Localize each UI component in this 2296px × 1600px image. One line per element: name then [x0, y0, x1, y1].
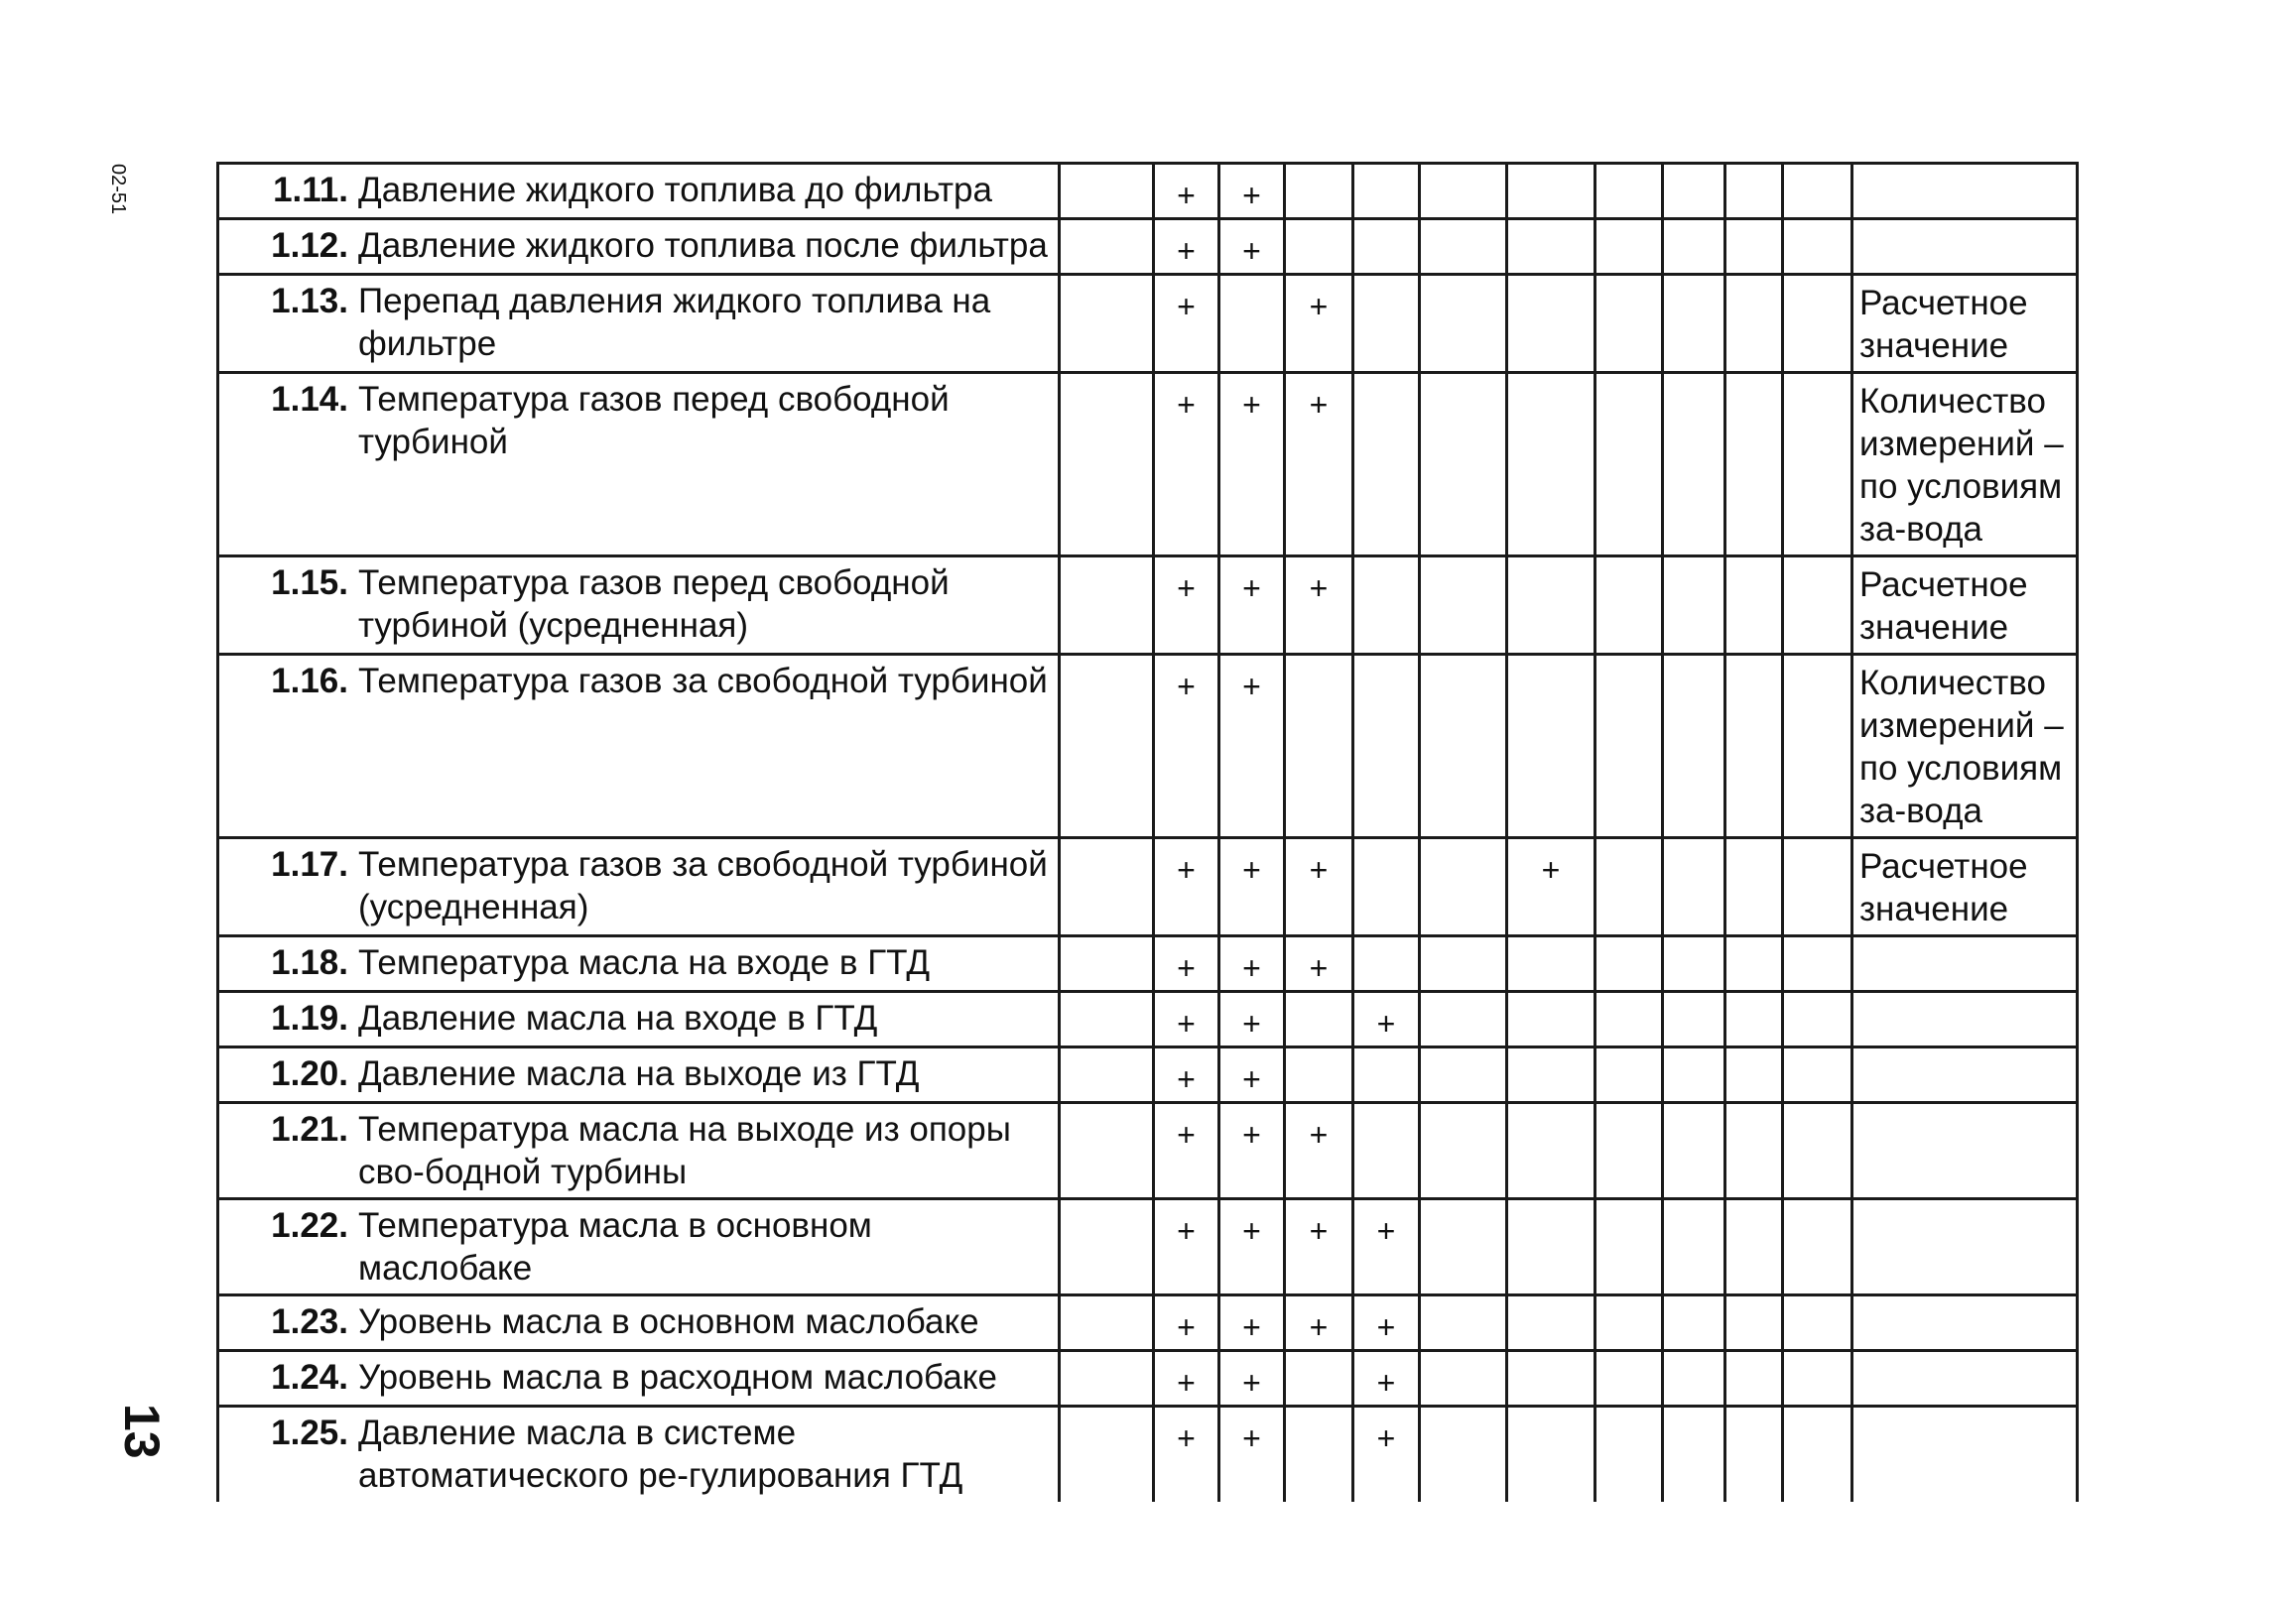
mark-cell: [1353, 1047, 1420, 1103]
item-number: 1.12.: [271, 226, 348, 265]
mark-cell: [1060, 936, 1154, 992]
parameter-name: Температура масла на выходе из опоры сво-бодной турбины: [358, 1110, 1011, 1191]
note-cell: [1852, 1047, 2078, 1103]
mark-cell: +: [1285, 556, 1353, 655]
mark-cell: +: [1154, 992, 1219, 1047]
mark-cell: [1663, 219, 1725, 275]
mark-cell: [1507, 1199, 1595, 1295]
mark-cell: [1663, 1199, 1725, 1295]
mark-cell: [1663, 556, 1725, 655]
mark-cell: [1060, 1199, 1154, 1295]
mark-cell: [1595, 556, 1663, 655]
mark-cell: [1507, 1407, 1595, 1502]
mark-cell: [1420, 655, 1507, 838]
table-row: [218, 1351, 2078, 1407]
mark-cell: +: [1219, 992, 1285, 1047]
mark-cell: [1420, 556, 1507, 655]
mark-cell: [1060, 992, 1154, 1047]
parameter-name: Температура газов за свободной турбиной: [358, 662, 1048, 700]
mark-cell: [1725, 556, 1783, 655]
mark-cell: [1420, 992, 1507, 1047]
mark-cell: [1507, 219, 1595, 275]
mark-cell: [1783, 1199, 1852, 1295]
table-row: [218, 838, 2078, 936]
page-number: 13: [114, 1404, 170, 1459]
mark-cell: [1420, 1351, 1507, 1407]
note-cell: [1852, 1103, 2078, 1199]
parameter-cell: [218, 1199, 1060, 1295]
mark-cell: [1663, 1351, 1725, 1407]
table-row: [218, 1199, 2078, 1295]
mark-cell: [1420, 1407, 1507, 1502]
item-number: 1.16.: [271, 662, 348, 700]
mark-cell: [1725, 1199, 1783, 1295]
mark-cell: [1353, 164, 1420, 219]
mark-cell: [1353, 936, 1420, 992]
mark-cell: [1783, 164, 1852, 219]
mark-cell: [1420, 1199, 1507, 1295]
mark-cell: +: [1353, 1295, 1420, 1351]
parameters-table: [216, 162, 2079, 1502]
table-row: [218, 556, 2078, 655]
parameter-cell: [218, 936, 1060, 992]
mark-cell: [1285, 219, 1353, 275]
item-number: 1.11.: [273, 171, 348, 209]
mark-cell: [1353, 838, 1420, 936]
mark-cell: [1783, 992, 1852, 1047]
mark-cell: [1725, 373, 1783, 556]
parameter-name: Уровень масла в основном маслобаке: [358, 1302, 979, 1341]
mark-cell: [1595, 219, 1663, 275]
mark-cell: +: [1154, 1295, 1219, 1351]
mark-cell: [1285, 655, 1353, 838]
item-number: 1.17.: [271, 845, 348, 884]
item-number: 1.20.: [271, 1054, 348, 1093]
mark-cell: +: [1219, 219, 1285, 275]
parameter-cell: [218, 1407, 1060, 1502]
mark-cell: [1595, 936, 1663, 992]
parameter-cell: [218, 1047, 1060, 1103]
note-cell: Расчетное значение: [1852, 275, 2078, 373]
mark-cell: [1353, 556, 1420, 655]
parameter-name: Температура масла в основном маслобаке: [358, 1206, 872, 1288]
mark-cell: [1595, 1103, 1663, 1199]
mark-cell: [1663, 275, 1725, 373]
mark-cell: [1783, 655, 1852, 838]
mark-cell: +: [1219, 1047, 1285, 1103]
mark-cell: [1663, 1407, 1725, 1502]
mark-cell: [1060, 1407, 1154, 1502]
table-row: [218, 1047, 2078, 1103]
mark-cell: [1060, 1103, 1154, 1199]
item-number: 1.19.: [271, 999, 348, 1038]
mark-cell: [1663, 936, 1725, 992]
table-row: [218, 373, 2078, 556]
mark-cell: [1663, 992, 1725, 1047]
parameter-name: Давление жидкого топлива после фильтра: [358, 226, 1048, 265]
mark-cell: +: [1353, 1351, 1420, 1407]
mark-cell: [1595, 1351, 1663, 1407]
mark-cell: +: [1154, 1407, 1219, 1502]
parameter-cell: [218, 275, 1060, 373]
mark-cell: [1420, 1103, 1507, 1199]
mark-cell: [1783, 936, 1852, 992]
mark-cell: [1353, 219, 1420, 275]
mark-cell: [1285, 1047, 1353, 1103]
mark-cell: [1507, 556, 1595, 655]
mark-cell: [1060, 1047, 1154, 1103]
mark-cell: [1060, 164, 1154, 219]
note-cell: [1852, 219, 2078, 275]
mark-cell: [1507, 655, 1595, 838]
parameter-cell: [218, 838, 1060, 936]
parameter-name: Температура газов за свободной турбиной (усредненная): [358, 845, 1048, 926]
mark-cell: [1595, 1199, 1663, 1295]
table-row: [218, 655, 2078, 838]
mark-cell: [1783, 838, 1852, 936]
mark-cell: [1595, 164, 1663, 219]
mark-cell: +: [1353, 992, 1420, 1047]
item-number: 1.13.: [271, 282, 348, 320]
mark-cell: [1783, 1103, 1852, 1199]
table-row: [218, 1295, 2078, 1351]
parameter-name: Давление масла на входе в ГТД: [358, 999, 878, 1038]
parameter-cell: [218, 556, 1060, 655]
mark-cell: [1663, 838, 1725, 936]
mark-cell: [1725, 1407, 1783, 1502]
mark-cell: [1507, 936, 1595, 992]
parameter-name: Давление масла в системе автоматического ре-гулирования ГТД: [358, 1414, 963, 1495]
mark-cell: [1353, 275, 1420, 373]
mark-cell: [1285, 1407, 1353, 1502]
parameter-cell: [218, 164, 1060, 219]
note-cell: [1852, 1351, 2078, 1407]
mark-cell: [1783, 1407, 1852, 1502]
mark-cell: [1420, 275, 1507, 373]
mark-cell: +: [1285, 275, 1353, 373]
parameter-cell: [218, 1295, 1060, 1351]
table-row: [218, 219, 2078, 275]
mark-cell: [1783, 373, 1852, 556]
mark-cell: +: [1285, 373, 1353, 556]
note-cell: [1852, 1295, 2078, 1351]
parameter-name: Температура масла на входе в ГТД: [358, 943, 931, 982]
mark-cell: +: [1154, 838, 1219, 936]
mark-cell: [1663, 164, 1725, 219]
mark-cell: [1783, 556, 1852, 655]
table-row: [218, 1407, 2078, 1502]
mark-cell: [1420, 373, 1507, 556]
mark-cell: [1725, 838, 1783, 936]
item-number: 1.18.: [271, 943, 348, 982]
mark-cell: [1783, 219, 1852, 275]
mark-cell: [1595, 838, 1663, 936]
document-code: 02-51: [107, 164, 129, 215]
mark-cell: [1725, 164, 1783, 219]
mark-cell: +: [1154, 275, 1219, 373]
mark-cell: [1420, 838, 1507, 936]
mark-cell: [1507, 373, 1595, 556]
note-cell: [1852, 1407, 2078, 1502]
mark-cell: +: [1219, 838, 1285, 936]
mark-cell: [1420, 1047, 1507, 1103]
mark-cell: [1353, 373, 1420, 556]
mark-cell: [1783, 1047, 1852, 1103]
mark-cell: [1060, 1295, 1154, 1351]
parameter-cell: [218, 992, 1060, 1047]
mark-cell: [1060, 275, 1154, 373]
mark-cell: [1507, 164, 1595, 219]
mark-cell: [1595, 275, 1663, 373]
mark-cell: [1285, 992, 1353, 1047]
mark-cell: [1663, 1047, 1725, 1103]
mark-cell: [1285, 164, 1353, 219]
mark-cell: +: [1154, 556, 1219, 655]
mark-cell: [1663, 655, 1725, 838]
note-cell: [1852, 164, 2078, 219]
mark-cell: [1595, 1047, 1663, 1103]
parameter-cell: [218, 655, 1060, 838]
mark-cell: +: [1154, 1199, 1219, 1295]
table-row: [218, 164, 2078, 219]
mark-cell: [1663, 1295, 1725, 1351]
mark-cell: +: [1219, 1295, 1285, 1351]
parameter-name: Температура газов перед свободной турбиной: [358, 380, 950, 461]
mark-cell: [1725, 936, 1783, 992]
item-number: 1.15.: [271, 563, 348, 602]
mark-cell: [1507, 275, 1595, 373]
mark-cell: +: [1219, 164, 1285, 219]
mark-cell: +: [1353, 1199, 1420, 1295]
parameter-name: Уровень масла в расходном маслобаке: [358, 1358, 997, 1397]
mark-cell: +: [1285, 936, 1353, 992]
mark-cell: [1420, 1295, 1507, 1351]
mark-cell: [1507, 992, 1595, 1047]
mark-cell: +: [1154, 1103, 1219, 1199]
mark-cell: [1420, 936, 1507, 992]
parameter-name: Давление жидкого топлива до фильтра: [358, 171, 992, 209]
mark-cell: +: [1219, 936, 1285, 992]
mark-cell: [1595, 1295, 1663, 1351]
mark-cell: +: [1219, 1407, 1285, 1502]
item-number: 1.23.: [271, 1302, 348, 1341]
mark-cell: +: [1154, 164, 1219, 219]
note-cell: [1852, 1199, 2078, 1295]
mark-cell: [1595, 1407, 1663, 1502]
parameter-cell: [218, 1351, 1060, 1407]
mark-cell: [1219, 275, 1285, 373]
mark-cell: [1595, 373, 1663, 556]
note-cell: [1852, 992, 2078, 1047]
mark-cell: +: [1219, 1351, 1285, 1407]
mark-cell: [1507, 1295, 1595, 1351]
mark-cell: +: [1154, 1351, 1219, 1407]
table-row: [218, 275, 2078, 373]
mark-cell: [1725, 219, 1783, 275]
mark-cell: +: [1154, 1047, 1219, 1103]
mark-cell: +: [1219, 655, 1285, 838]
mark-cell: [1725, 275, 1783, 373]
mark-cell: +: [1353, 1407, 1420, 1502]
mark-cell: +: [1154, 219, 1219, 275]
mark-cell: [1285, 1351, 1353, 1407]
mark-cell: +: [1154, 655, 1219, 838]
item-number: 1.21.: [271, 1110, 348, 1149]
parameter-cell: [218, 219, 1060, 275]
mark-cell: +: [1219, 1103, 1285, 1199]
mark-cell: [1783, 275, 1852, 373]
mark-cell: [1663, 1103, 1725, 1199]
mark-cell: [1783, 1351, 1852, 1407]
note-cell: Количество измерений – по условиям за-вода: [1852, 655, 2078, 838]
mark-cell: [1420, 164, 1507, 219]
mark-cell: [1725, 1047, 1783, 1103]
note-cell: Количество измерений – по условиям за-вода: [1852, 373, 2078, 556]
mark-cell: [1507, 1047, 1595, 1103]
parameter-name: Давление масла на выходе из ГТД: [358, 1054, 920, 1093]
mark-cell: +: [1219, 556, 1285, 655]
mark-cell: [1595, 655, 1663, 838]
mark-cell: +: [1285, 1199, 1353, 1295]
mark-cell: [1783, 1295, 1852, 1351]
item-number: 1.25.: [271, 1414, 348, 1452]
note-cell: Расчетное значение: [1852, 838, 2078, 936]
mark-cell: [1060, 219, 1154, 275]
mark-cell: [1725, 1295, 1783, 1351]
table-body: [218, 164, 2078, 1502]
table-row: [218, 1103, 2078, 1199]
mark-cell: [1725, 1103, 1783, 1199]
table-row: [218, 936, 2078, 992]
mark-cell: [1725, 1351, 1783, 1407]
mark-cell: [1725, 655, 1783, 838]
mark-cell: [1060, 556, 1154, 655]
mark-cell: [1060, 1351, 1154, 1407]
mark-cell: [1060, 373, 1154, 556]
parameter-cell: [218, 1103, 1060, 1199]
mark-cell: [1663, 373, 1725, 556]
mark-cell: +: [1219, 373, 1285, 556]
item-number: 1.22.: [271, 1206, 348, 1245]
mark-cell: +: [1285, 838, 1353, 936]
mark-cell: [1725, 992, 1783, 1047]
mark-cell: +: [1507, 838, 1595, 936]
mark-cell: +: [1154, 936, 1219, 992]
mark-cell: [1507, 1103, 1595, 1199]
parameter-cell: [218, 373, 1060, 556]
mark-cell: +: [1285, 1295, 1353, 1351]
parameter-name: Температура газов перед свободной турбиной (усредненная): [358, 563, 950, 645]
parameter-name: Перепад давления жидкого топлива на фильтре: [358, 282, 991, 363]
mark-cell: +: [1285, 1103, 1353, 1199]
item-number: 1.24.: [271, 1358, 348, 1397]
mark-cell: [1353, 655, 1420, 838]
mark-cell: [1060, 838, 1154, 936]
mark-cell: +: [1154, 373, 1219, 556]
mark-cell: [1507, 1351, 1595, 1407]
mark-cell: [1060, 655, 1154, 838]
note-cell: [1852, 936, 2078, 992]
mark-cell: [1595, 992, 1663, 1047]
table-row: [218, 992, 2078, 1047]
item-number: 1.14.: [271, 380, 348, 419]
note-cell: Расчетное значение: [1852, 556, 2078, 655]
mark-cell: +: [1219, 1199, 1285, 1295]
mark-cell: [1353, 1103, 1420, 1199]
mark-cell: [1420, 219, 1507, 275]
